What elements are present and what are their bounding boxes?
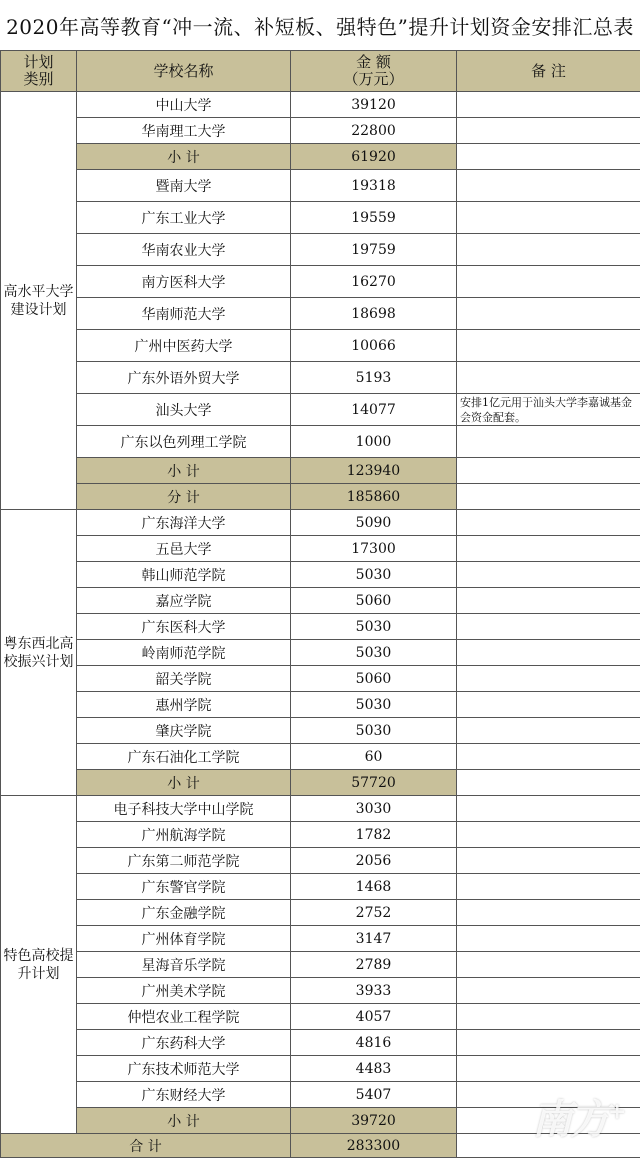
amount: 4816 (291, 1030, 457, 1056)
amount: 14077 (291, 394, 457, 426)
remark (457, 234, 640, 266)
table-row (1, 822, 640, 848)
header-category: 计划 类别 (1, 51, 77, 92)
remark (457, 640, 640, 666)
table-title: 2020年高等教育“冲一流、补短板、强特色”提升计划资金安排汇总表 (6, 14, 634, 39)
school-name: 广州航海学院 (77, 822, 291, 848)
amount: 3147 (291, 926, 457, 952)
subtotal-row (1, 458, 640, 484)
amount: 1000 (291, 426, 457, 458)
remark (457, 426, 640, 458)
remark (457, 952, 640, 978)
remark (457, 510, 640, 536)
remark (457, 796, 640, 822)
remark (457, 536, 640, 562)
table-row (1, 1056, 640, 1082)
amount: 3933 (291, 978, 457, 1004)
table-row (1, 900, 640, 926)
header-school: 学校名称 (77, 51, 291, 92)
remark (457, 848, 640, 874)
amount: 4483 (291, 1056, 457, 1082)
amount: 5030 (291, 640, 457, 666)
table-row (1, 614, 640, 640)
remark (457, 458, 640, 484)
remark (457, 484, 640, 510)
subtotal-label: 小 计 (77, 770, 291, 796)
amount: 5090 (291, 510, 457, 536)
school-name: 嘉应学院 (77, 588, 291, 614)
subtotal-label: 分 计 (77, 484, 291, 510)
remark (457, 926, 640, 952)
table-row (1, 330, 640, 362)
remark (457, 692, 640, 718)
subtotal-amount: 185860 (291, 484, 457, 510)
school-name: 广州美术学院 (77, 978, 291, 1004)
plan-category: 高水平大学建设计划 (1, 92, 77, 510)
plan-category: 特色高校提升计划 (1, 796, 77, 1134)
amount: 5030 (291, 614, 457, 640)
amount: 19759 (291, 234, 457, 266)
amount: 17300 (291, 536, 457, 562)
amount: 18698 (291, 298, 457, 330)
table-row (1, 874, 640, 900)
remark (457, 718, 640, 744)
table-row (1, 744, 640, 770)
table-row (1, 978, 640, 1004)
school-name: 广东工业大学 (77, 202, 291, 234)
school-name: 广东医科大学 (77, 614, 291, 640)
school-name: 广东警官学院 (77, 874, 291, 900)
amount: 3030 (291, 796, 457, 822)
remark (457, 1056, 640, 1082)
subtotal-label: 小 计 (77, 1108, 291, 1134)
table-row (1, 298, 640, 330)
table-row (1, 640, 640, 666)
remark (457, 614, 640, 640)
amount: 5060 (291, 666, 457, 692)
subtotal-label: 小 计 (77, 458, 291, 484)
remark (457, 822, 640, 848)
remark (457, 1004, 640, 1030)
remark (457, 562, 640, 588)
grand-total-label: 合 计 (1, 1134, 291, 1158)
school-name: 华南农业大学 (77, 234, 291, 266)
table-row (1, 926, 640, 952)
remark (457, 1030, 640, 1056)
school-name: 广州体育学院 (77, 926, 291, 952)
amount: 5060 (291, 588, 457, 614)
school-name: 肇庆学院 (77, 718, 291, 744)
amount: 10066 (291, 330, 457, 362)
plan-category: 粤东西北高校振兴计划 (1, 510, 77, 796)
table-row (1, 394, 640, 426)
remark (457, 118, 640, 144)
subtotal-amount: 61920 (291, 144, 457, 170)
grand-total-amount: 283300 (291, 1134, 457, 1158)
school-name: 广东外语外贸大学 (77, 362, 291, 394)
school-name: 广东以色列理工学院 (77, 426, 291, 458)
school-name: 星海音乐学院 (77, 952, 291, 978)
funding-table (0, 50, 640, 1158)
table-row (1, 362, 640, 394)
school-name: 岭南师范学院 (77, 640, 291, 666)
remark (457, 900, 640, 926)
amount: 5193 (291, 362, 457, 394)
amount: 2789 (291, 952, 457, 978)
remark (457, 978, 640, 1004)
remark (457, 170, 640, 202)
school-name: 电子科技大学中山学院 (77, 796, 291, 822)
amount: 5030 (291, 692, 457, 718)
school-name: 华南师范大学 (77, 298, 291, 330)
remark (457, 330, 640, 362)
school-name: 广东第二师范学院 (77, 848, 291, 874)
table-row (1, 426, 640, 458)
school-name: 韶关学院 (77, 666, 291, 692)
amount: 19559 (291, 202, 457, 234)
remark (457, 144, 640, 170)
school-name: 广东金融学院 (77, 900, 291, 926)
school-name: 仲恺农业工程学院 (77, 1004, 291, 1030)
amount: 5030 (291, 718, 457, 744)
school-name: 广东海洋大学 (77, 510, 291, 536)
header-row (1, 51, 640, 92)
table-row (1, 796, 640, 822)
subtotal-amount: 39720 (291, 1108, 457, 1134)
table-row (1, 170, 640, 202)
table-row (1, 1004, 640, 1030)
subtotal-amount: 57720 (291, 770, 457, 796)
table-row (1, 952, 640, 978)
remark (457, 298, 640, 330)
school-name: 南方医科大学 (77, 266, 291, 298)
amount: 16270 (291, 266, 457, 298)
subtotal-row (1, 770, 640, 796)
table-row (1, 202, 640, 234)
school-name: 中山大学 (77, 92, 291, 118)
school-name: 惠州学院 (77, 692, 291, 718)
remark (457, 744, 640, 770)
table-row (1, 234, 640, 266)
watermark-logo: 南方+ (532, 1097, 625, 1143)
table-row (1, 510, 640, 536)
school-name: 暨南大学 (77, 170, 291, 202)
amount: 39120 (291, 92, 457, 118)
subtotal-row (1, 484, 640, 510)
amount: 60 (291, 744, 457, 770)
amount: 2056 (291, 848, 457, 874)
school-name: 华南理工大学 (77, 118, 291, 144)
remark (457, 202, 640, 234)
table-row (1, 666, 640, 692)
amount: 22800 (291, 118, 457, 144)
amount: 5030 (291, 562, 457, 588)
remark (457, 362, 640, 394)
amount: 1782 (291, 822, 457, 848)
subtotal-amount: 123940 (291, 458, 457, 484)
remark (457, 266, 640, 298)
table-row (1, 848, 640, 874)
remark (457, 666, 640, 692)
remark (457, 874, 640, 900)
amount: 5407 (291, 1082, 457, 1108)
table-row (1, 536, 640, 562)
table-row (1, 118, 640, 144)
table-row (1, 266, 640, 298)
table-row (1, 692, 640, 718)
subtotal-row (1, 144, 640, 170)
table-row (1, 562, 640, 588)
subtotal-label: 小 计 (77, 144, 291, 170)
table-row (1, 588, 640, 614)
school-name: 广东石油化工学院 (77, 744, 291, 770)
amount: 1468 (291, 874, 457, 900)
table-row (1, 718, 640, 744)
school-name: 五邑大学 (77, 536, 291, 562)
header-remark: 备 注 (457, 51, 640, 92)
school-name: 广东药科大学 (77, 1030, 291, 1056)
school-name: 韩山师范学院 (77, 562, 291, 588)
header-amount: 金 额 （万元） (291, 51, 457, 92)
amount: 4057 (291, 1004, 457, 1030)
remark (457, 92, 640, 118)
table-row (1, 92, 640, 118)
remark: 安排1亿元用于汕头大学李嘉诚基金会资金配套。 (457, 394, 640, 426)
amount: 19318 (291, 170, 457, 202)
remark (457, 588, 640, 614)
school-name: 汕头大学 (77, 394, 291, 426)
school-name: 广州中医药大学 (77, 330, 291, 362)
remark (457, 770, 640, 796)
amount: 2752 (291, 900, 457, 926)
school-name: 广东技术师范大学 (77, 1056, 291, 1082)
table-row (1, 1030, 640, 1056)
school-name: 广东财经大学 (77, 1082, 291, 1108)
